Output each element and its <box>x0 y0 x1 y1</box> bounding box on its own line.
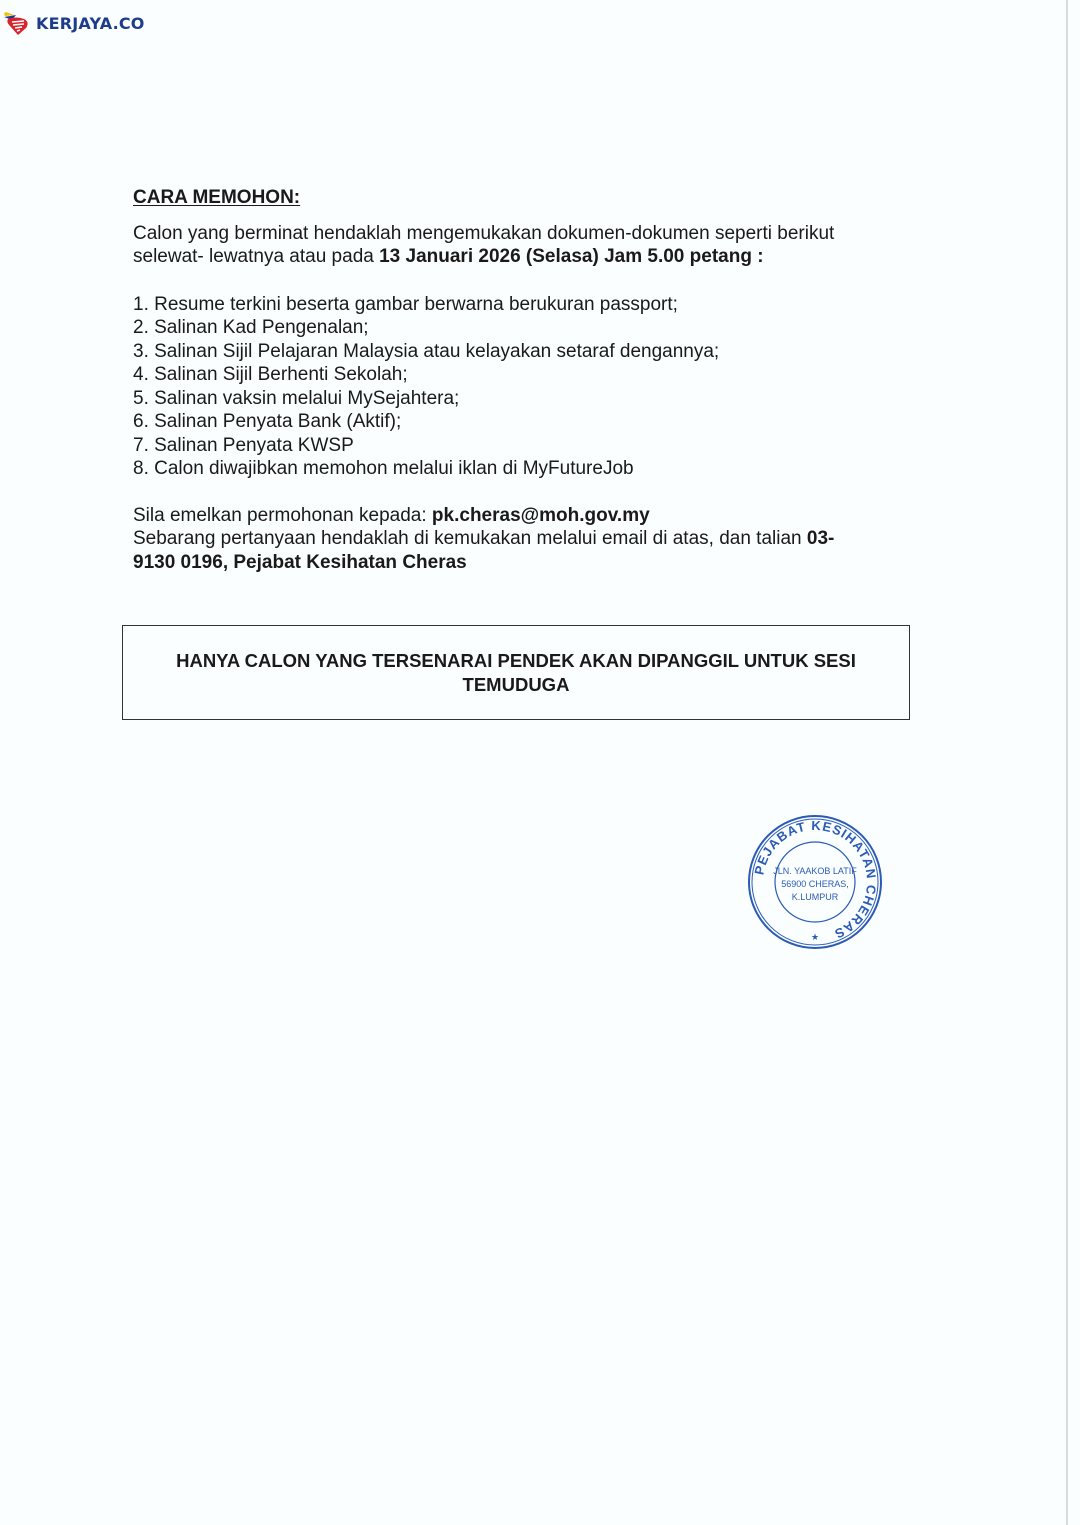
list-item: 4. Salinan Sijil Berhenti Sekolah; <box>133 364 408 385</box>
intro-line-2-prefix: selewat- lewatnya atau pada <box>133 246 380 267</box>
shortlist-notice-box <box>122 625 910 720</box>
list-item: 2. Salinan Kad Pengenalan; <box>133 317 369 338</box>
malaysia-flag-heart-icon <box>2 10 32 36</box>
office-stamp <box>745 812 885 952</box>
shortlist-notice-text: HANYA CALON YANG TERSENARAI PENDEK AKAN DIPANGGIL UNTUK SESI TEMUDUGA <box>176 649 856 695</box>
phone-part-1: 03- <box>806 528 835 549</box>
stamp-ring-text: PEJABAT KESIHATAN CHERAS <box>751 817 880 942</box>
list-item: 7. Salinan Penyata KWSP <box>133 434 354 456</box>
stamp-address-line-3: K.LUMPUR <box>791 892 839 902</box>
list-item: 6. Salinan Penyata Bank (Aktif); <box>133 411 402 432</box>
list-item: 1. Resume terkini beserta gambar berwarna berukuran passport; <box>133 293 678 315</box>
enquiry-text: Sebarang pertanyaan hendaklah di kemukakan melalui email di atas, dan talian <box>133 528 807 549</box>
section-heading: CARA MEMOHON: <box>133 187 301 208</box>
contact-email[interactable]: pk.cheras@moh.gov.my <box>431 504 650 526</box>
list-item: 5. Salinan vaksin melalui MySejahtera; <box>133 387 460 409</box>
email-prefix: Sila emelkan permohonan kepada: <box>133 504 432 526</box>
page-edge-line <box>1066 0 1068 1525</box>
brand-name: KERJAYA.CO <box>36 13 145 33</box>
kerjaya-watermark <box>2 10 145 36</box>
list-item: 8. Calon diwajibkan memohon melalui iklan di MyFutureJob <box>133 458 634 479</box>
list-item: 3. Salinan Sijil Pelajaran Malaysia atau kelayakan setaraf dengannya; <box>133 340 720 362</box>
stamp-star-icon: ★ <box>810 933 820 943</box>
intro-line-1: Calon yang berminat hendaklah mengemukakan dokumen-dokumen seperti berikut <box>133 222 835 244</box>
stamp-address-line-1: JLN. YAAKOB LATIF <box>773 866 857 876</box>
requirements-list <box>133 293 913 481</box>
document-body <box>133 186 913 574</box>
phone-part-2: 9130 0196, Pejabat Kesihatan Cheras <box>133 551 467 573</box>
deadline: 13 Januari 2026 (Selasa) Jam 5.00 petang : <box>379 246 764 267</box>
stamp-address-line-2: 56900 CHERAS, <box>781 879 849 889</box>
intro-paragraph <box>133 222 913 269</box>
contact-paragraph <box>133 504 913 575</box>
